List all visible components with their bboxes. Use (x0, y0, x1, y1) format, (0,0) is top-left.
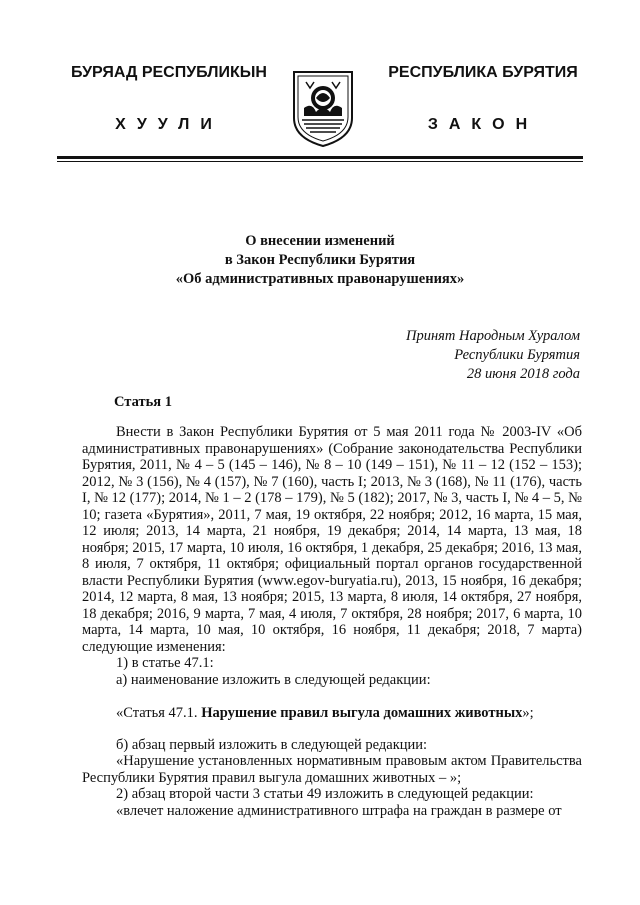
article-new-title-suffix: »; (522, 705, 534, 721)
header-divider-thick (57, 156, 583, 159)
article-heading: Статья 1 (114, 394, 172, 410)
title-line: «Об административных правонарушениях» (175, 271, 465, 287)
buryatia-coat-of-arms-icon (290, 68, 356, 148)
header-buryat (54, 64, 284, 134)
header-divider-thin (57, 161, 583, 162)
list-item: 1) в статье 47.1: (116, 655, 214, 671)
document-body (82, 424, 582, 819)
title-line: в Закон Республики Бурятия (224, 252, 416, 268)
header-republic-buryat: БУРЯАД РЕСПУБЛИКЫН (71, 64, 267, 81)
article-new-title (82, 705, 582, 722)
paragraph-intro: Внести в Закон Республики Бурятия от 5 мая 2011 года № 2003-IV «Об административных правонарушениях» (Собрание законодательства Республики Бурятия, 2011, № 4 – 5 (145 – 146), № 8 – 10 (149 – 151), № 11 – 12 (152 – 153); 2012, № 3 (156), № 4 (157), № 7 (160), часть I; 2013, № 3 (168), № 11 (176), часть I, № 12 (177); 2014, № 1 – 2 (178 – 179), № 5 (182); 2017, № 3, часть I, № 4 – 5, № 10; газета «Бурятия», 2011, 7 мая, 19 октября, 22 ноября; 2012, 16 марта, 15 мая, 12 июля; 2013, 14 марта, 21 ноября, 19 декабря; 2014, 14 марта, 13 мая, 18 ноября; 2015, 17 марта, 10 июля, 16 октября, 1 декабря, 25 декабря; 2016, 13 мая, 8 июля, 7 октября, 11 октября; официальный портал органов государственной власти Республики Бурятия (www.egov-buryatia.ru), 2013, 15 ноября, 16 декабря; 2014, 12 марта, 8 мая, 13 ноября; 2015, 13 марта, 8 июля, 14 октября, 27 ноября, 18 декабря; 2016, 9 марта, 7 мая, 4 июля, 7 октября, 28 ноября; 2017, 6 марта, 10 марта, 14 марта, 10 мая, 10 октября, 16 ноября, 11 декабря; 2018, 7 марта) следующие изменения: (82, 424, 582, 655)
adoption-line: Принят Народным Хуралом (405, 328, 580, 344)
quoted-paragraph: «Нарушение установленных нормативным правовым актом Правительства Республики Бурятия правил выгула домашних животных – »; (82, 753, 582, 786)
quoted-paragraph: «влечет наложение административного штрафа на граждан в размере от (116, 802, 562, 819)
header-russian (378, 64, 588, 134)
list-item: б) абзац первый изложить в следующей редакции: (116, 736, 428, 753)
list-item: а) наименование изложить в следующей редакции: (116, 671, 431, 688)
article-new-title-bold: Нарушение правил выгула домашних животных (201, 705, 523, 721)
header-republic-russian: РЕСПУБЛИКА БУРЯТИЯ (388, 64, 578, 81)
document-title (120, 232, 520, 289)
header-law-russian: ЗАКОН (427, 116, 539, 133)
title-line: О внесении изменений (245, 233, 395, 249)
adoption-date: 28 июня 2018 года (466, 366, 580, 382)
list-item: 2) абзац второй части 3 статьи 49 изложить в следующей редакции: (116, 786, 534, 802)
header-law-buryat: ХУУЛИ (115, 116, 223, 133)
adoption-line: Республики Бурятия (454, 347, 580, 363)
article-new-title-prefix: «Статья 47.1. (116, 705, 202, 721)
adoption-note (330, 327, 580, 384)
